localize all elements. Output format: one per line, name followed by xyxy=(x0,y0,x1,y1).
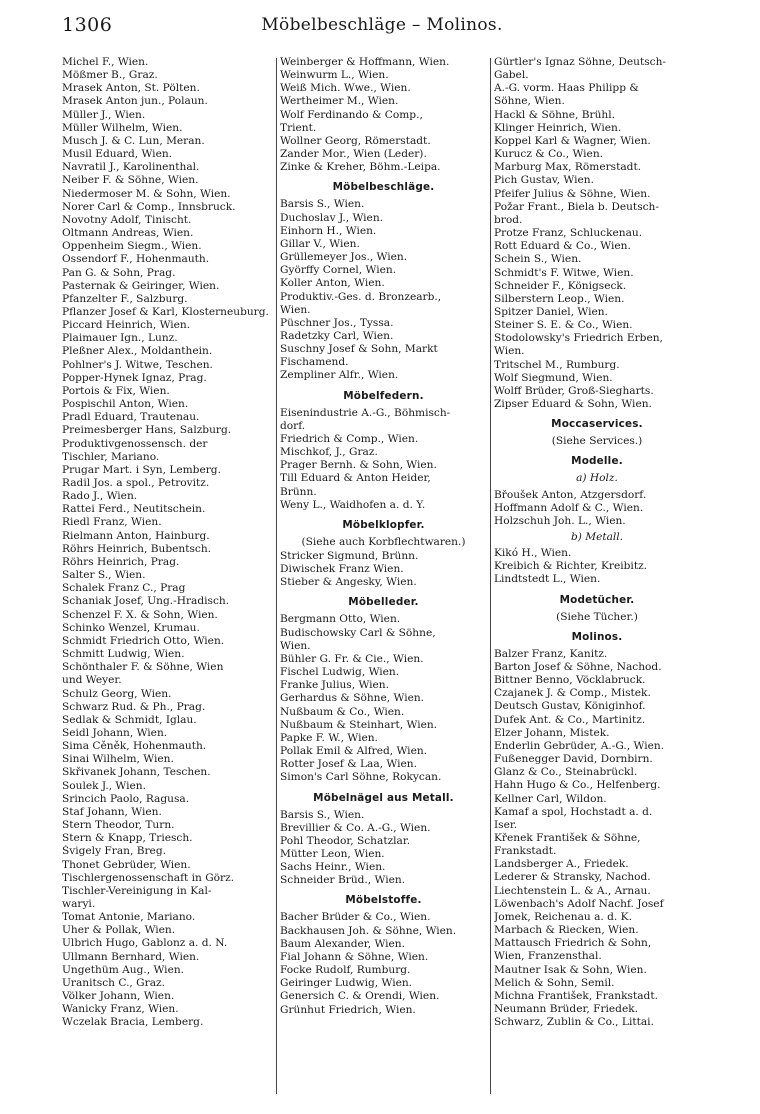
directory-entry: Schulz Georg, Wien. xyxy=(62,687,172,700)
section-heading: Möbelbeschläge. xyxy=(332,181,435,194)
directory-entry: Oppenheim Siegm., Wien. xyxy=(62,240,202,253)
directory-entry: Navratil J., Karolinenthal. xyxy=(62,161,200,174)
directory-entry: Stricker Sigmund, Brünn. xyxy=(280,550,419,562)
directory-entry: Wollner Georg, Römerstadt. xyxy=(280,134,431,147)
directory-entry: Musil Eduard, Wien. xyxy=(62,148,173,161)
directory-entry: Mischkof, J., Graz. xyxy=(280,446,378,459)
directory-entry: Tischler, Mariano. xyxy=(62,450,160,463)
directory-entry: Pollak Emil & Alfred, Wien. xyxy=(280,745,428,758)
directory-entry: Rado J., Wien. xyxy=(62,490,138,503)
directory-entry: Lederer & Stransky, Nachod. xyxy=(494,871,651,884)
directory-entry: Produktiv.-Ges. d. Bronzearb., xyxy=(280,290,442,303)
directory-entry: Lindtstedt L., Wien. xyxy=(494,573,601,586)
cross-reference-note: (Siehe Services.) xyxy=(551,435,643,448)
directory-entry: Pleßner Alex., Moldanthein. xyxy=(62,345,213,358)
directory-entry: Röhrs Heinrich, Prag. xyxy=(62,555,180,568)
directory-entry: Schmidt Friedrich Otto, Wien. xyxy=(62,634,225,647)
directory-entry: Friedrich & Comp., Wien. xyxy=(280,432,419,445)
directory-entry: Wolff Brüder, Groß-Siegharts. xyxy=(494,384,654,397)
section-heading: Moccaservices. xyxy=(551,418,643,431)
directory-entry: Pohlner's J. Witwe, Teschen. xyxy=(62,358,213,371)
directory-entry: Schönthaler F. & Söhne, Wien xyxy=(62,661,224,674)
directory-entry: Barton Josef & Söhne, Nachod. xyxy=(494,660,662,673)
directory-entry: Ulbrich Hugo, Gablonz a. d. N. xyxy=(62,937,228,950)
directory-entry: Radil Jos. a spol., Petrovitz. xyxy=(62,477,210,489)
directory-entry: Fischel Ludwig, Wien. xyxy=(280,666,400,679)
directory-entry: Koller Anton, Wien. xyxy=(280,277,385,290)
directory-entry: Spitzer Daniel, Wien. xyxy=(494,305,608,318)
directory-entry: Neiber F. & Söhne, Wien. xyxy=(62,174,199,187)
directory-entry: Wczelak Bracia, Lemberg. xyxy=(62,1016,204,1029)
directory-entry: Grüllemeyer Jos., Wien. xyxy=(280,251,408,264)
directory-entry: Mößmer B., Graz. xyxy=(62,69,158,82)
directory-entry: waryi. xyxy=(62,898,96,910)
directory-entry: Kikó H., Wien. xyxy=(494,547,572,560)
directory-entry: Stern & Knapp, Triesch. xyxy=(62,832,193,845)
section-heading: Modelle. xyxy=(571,455,623,468)
directory-entry: Riedl Franz, Wien. xyxy=(62,516,162,529)
directory-entry: Marburg Max, Römerstadt. xyxy=(494,161,642,174)
directory-entry: Barsis S., Wien. xyxy=(280,198,365,211)
directory-entry: Sima Cěněk, Hohenmauth. xyxy=(62,740,207,753)
directory-entry: Györffy Cornel, Wien. xyxy=(280,264,397,277)
directory-column-1 xyxy=(62,56,272,1030)
directory-entry: Pradl Eduard, Trautenau. xyxy=(62,411,200,424)
directory-entry: Mattausch Friedrich & Sohn, xyxy=(494,937,652,950)
directory-entry: Fischamend. xyxy=(280,356,349,369)
directory-entry: Srincich Paolo, Ragusa. xyxy=(62,792,190,805)
directory-entry: Enderlin Gebrüder, A.-G., Wien. xyxy=(494,739,665,752)
directory-entry: Brevillier & Co. A.-G., Wien. xyxy=(280,821,431,834)
directory-entry: Sinai Wilhelm, Wien. xyxy=(62,753,174,766)
directory-entry: Koppel Karl & Wagner, Wien. xyxy=(494,134,651,147)
directory-entry: Landsberger A., Friedek. xyxy=(494,858,629,871)
directory-entry: Müller Wilhelm, Wien. xyxy=(62,121,183,134)
cross-reference-note: (Siehe Tücher.) xyxy=(556,610,638,623)
directory-entry: Mrasek Anton jun., Polaun. xyxy=(62,95,208,108)
directory-entry: Schwarz Rud. & Ph., Prag. xyxy=(62,700,206,713)
directory-entry: Radetzky Carl, Wien. xyxy=(280,329,394,342)
directory-entry: Simon's Carl Söhne, Rokycan. xyxy=(280,771,442,784)
directory-entry: Liechtenstein L. & A., Arnau. xyxy=(494,884,651,897)
directory-entry: Elzer Johann, Mistek. xyxy=(494,726,610,739)
directory-entry: Schaniak Josef, Ung.-Hradisch. xyxy=(62,595,230,608)
directory-entry: Oltmann Andreas, Wien. xyxy=(62,227,194,240)
directory-entry: Klinger Heinrich, Wien. xyxy=(494,121,622,134)
directory-entry: Zipser Eduard & Sohn, Wien. xyxy=(494,398,652,411)
directory-entry: Weiß Mich. Wwe., Wien. xyxy=(280,82,411,95)
directory-entry: Thonet Gebrüder, Wien. xyxy=(62,858,191,871)
directory-entry: Wolf Ferdinando & Comp., xyxy=(280,108,423,121)
section-heading: Möbelklopfer. xyxy=(342,518,425,531)
directory-entry: Fial Johann & Söhne, Wien. xyxy=(280,950,429,963)
directory-entry: Plaimauer Ign., Lunz. xyxy=(62,332,178,345)
cross-reference-note: (Siehe auch Korbflechtwaren.) xyxy=(301,535,466,548)
directory-entry: Gillar V., Wien. xyxy=(280,237,360,250)
directory-entry: Pan G. & Sohn, Prag. xyxy=(62,266,176,279)
directory-entry: dorf. xyxy=(280,419,306,432)
directory-entry: Duchoslav J., Wien. xyxy=(280,211,384,224)
directory-entry: Tritschel M., Rumburg. xyxy=(494,358,620,371)
directory-entry: Nußbaum & Steinhart, Wien. xyxy=(280,718,438,731)
directory-entry: Skřivanek Johann, Teschen. xyxy=(62,766,211,779)
page-header xyxy=(62,14,702,42)
directory-entry: Schein S., Wien. xyxy=(494,253,582,266)
directory-entry: Papke F. W., Wien. xyxy=(280,731,378,744)
directory-entry: Ossendorf F., Hohenmauth. xyxy=(62,253,210,266)
directory-entry: Prager Bernh. & Sohn, Wien. xyxy=(280,459,437,472)
column-rule xyxy=(490,58,491,1094)
directory-entry: Gürtler's Ignaz Söhne, Deutsch- xyxy=(494,56,666,68)
directory-entry: Pich Gustav, Wien. xyxy=(494,174,594,187)
directory-entry: Söhne, Wien. xyxy=(494,95,565,108)
directory-entry: Wanicky Franz, Wien. xyxy=(62,1003,179,1016)
directory-entry: Hackl & Söhne, Brühl. xyxy=(494,108,615,121)
directory-entry: Bittner Benno, Vöcklabruck. xyxy=(494,674,646,687)
directory-entry: Diwischek Franz Wien. xyxy=(280,563,404,576)
directory-entry: Tischlergenossenschaft in Görz. xyxy=(62,871,235,884)
directory-entry: Nußbaum & Co., Wien. xyxy=(280,705,405,718)
directory-entry: Schwarz, Zublin & Co., Littai. xyxy=(494,1016,654,1029)
directory-entry: Eisenindustrie A.-G., Böhmisch- xyxy=(280,406,451,419)
subsection-heading: b) Metall. xyxy=(570,531,624,543)
directory-entry: Norer Carl & Comp., Innsbruck. xyxy=(62,200,236,213)
directory-entry: Schinko Wenzel, Krumau. xyxy=(62,621,200,634)
directory-entry: Rattei Ferd., Neutitschein. xyxy=(62,503,206,516)
directory-entry: Weinwurm L., Wien. xyxy=(280,69,389,82)
section-heading: Möbelfedern. xyxy=(343,389,424,402)
directory-entry: Zander Mor., Wien (Leder). xyxy=(280,148,427,161)
directory-entry: Marbach & Riecken, Wien. xyxy=(494,924,639,937)
directory-entry: Kellner Carl, Wildon. xyxy=(494,792,607,805)
directory-entry: Pfanzelter F., Salzburg. xyxy=(62,292,188,305)
directory-entry: Niedermoser M. & Sohn, Wien. xyxy=(62,187,231,200)
section-heading: Molinos. xyxy=(571,630,623,643)
directory-entry: Seidl Johann, Wien. xyxy=(62,726,168,739)
directory-entry: Novotny Adolf, Tinischt. xyxy=(62,213,192,226)
directory-entry: Gabel. xyxy=(494,69,529,82)
directory-entry: Popper-Hynek Ignaz, Prag. xyxy=(62,371,207,384)
directory-entry: Bacher Brüder & Co., Wien. xyxy=(280,911,431,924)
directory-entry: Pflanzer Josef & Karl, Klosterneuburg. xyxy=(62,305,269,318)
directory-entry: Schenzel F. X. & Sohn, Wien. xyxy=(62,608,218,621)
directory-entry: und Weyer. xyxy=(62,674,122,687)
running-head: Möbelbeschläge – Molinos. xyxy=(261,15,503,35)
directory-entry: Zempliner Alfr., Wien. xyxy=(280,369,399,382)
directory-entry: Fußenegger David, Dornbirn. xyxy=(494,753,653,766)
directory-entry: Wien, Franzensthal. xyxy=(494,950,602,963)
directory-entry: Rotter Josef & Laa, Wien. xyxy=(280,758,417,771)
directory-entry: Pospischil Anton, Wien. xyxy=(62,398,189,411)
directory-entry: Pasternak & Geiringer, Wien. xyxy=(62,279,220,292)
directory-entry: Backhausen Joh. & Söhne, Wien. xyxy=(280,924,457,937)
directory-entry: Röhrs Heinrich, Bubentsch. xyxy=(62,542,212,555)
directory-entry: Hahn Hugo & Co., Helfenberg. xyxy=(494,779,661,792)
directory-entry: Preimesberger Hans, Salzburg. xyxy=(62,424,232,437)
directory-entry: Budischowsky Carl & Söhne, xyxy=(280,626,436,639)
directory-entry: Mautner Isak & Sohn, Wien. xyxy=(494,963,647,976)
directory-column-2 xyxy=(280,56,487,1017)
directory-entry: Mrasek Anton, St. Pölten. xyxy=(62,82,200,95)
directory-entry: Weinberger & Hoffmann, Wien. xyxy=(280,56,450,68)
directory-entry: Genersich C. & Orendi, Wien. xyxy=(280,990,440,1003)
directory-entry: Portois & Fix, Wien. xyxy=(62,384,170,397)
directory-entry: Grünhut Friedrich, Wien. xyxy=(280,1003,416,1016)
section-heading: Möbelnägel aus Metall. xyxy=(313,791,454,804)
directory-entry: Produktivgenossensch. der xyxy=(62,437,208,450)
directory-entry: Schneider F., Königseck. xyxy=(494,279,627,292)
directory-entry: Jomek, Reichenau a. d. K. xyxy=(494,910,632,923)
directory-entry: Frankstadt. xyxy=(494,845,557,858)
directory-entry: Pohl Theodor, Schatzlar. xyxy=(280,834,411,847)
directory-entry: Tomat Antonie, Mariano. xyxy=(62,911,196,924)
directory-entry: Ungethüm Aug., Wien. xyxy=(62,963,185,976)
directory-entry: brod. xyxy=(494,213,523,226)
directory-entry: Völker Johann, Wien. xyxy=(62,990,175,1003)
directory-entry: Michna František, Frankstadt. xyxy=(494,989,658,1002)
directory-entry: Sachs Heinr., Wien. xyxy=(280,861,386,874)
directory-entry: Wien. xyxy=(280,639,311,652)
subsection-heading: a) Holz. xyxy=(576,472,618,485)
directory-entry: Iser. xyxy=(494,818,518,831)
directory-entry: Wien. xyxy=(280,303,311,316)
section-heading: Modetücher. xyxy=(559,593,635,606)
directory-entry: Zinke & Kreher, Böhm.-Leipa. xyxy=(280,161,441,174)
directory-column-3 xyxy=(494,56,700,1029)
directory-entry: Švigely Fran, Breg. xyxy=(62,845,166,858)
directory-entry: Mütter Leon, Wien. xyxy=(280,847,385,860)
directory-entry: Prugar Mart. i Syn, Lemberg. xyxy=(62,463,221,476)
directory-entry: Kamaf a spol, Hochstadt a. d. xyxy=(494,805,653,818)
directory-entry: Püschner Jos., Tyssa. xyxy=(280,316,394,329)
directory-entry: Czajanek J. & Comp., Mistek. xyxy=(494,687,651,700)
directory-entry: Weny L., Waidhofen a. d. Y. xyxy=(280,498,426,511)
directory-entry: Franke Julius, Wien. xyxy=(280,679,389,692)
directory-entry: Ullmann Bernhard, Wien. xyxy=(62,950,200,963)
directory-entry: Bergmann Otto, Wien. xyxy=(280,613,401,626)
directory-entry: Protze Franz, Schluckenau. xyxy=(494,227,643,240)
directory-entry: Suschny Josef & Sohn, Markt xyxy=(280,343,438,356)
directory-entry: Baum Alexander, Wien. xyxy=(280,937,405,950)
directory-entry: Stern Theodor, Turn. xyxy=(62,819,175,832)
directory-entry: Kreibich & Richter, Kreibitz. xyxy=(494,560,648,573)
directory-entry: Wolf Siegmund, Wien. xyxy=(494,371,613,384)
directory-entry: Brünn. xyxy=(280,485,317,498)
directory-entry: Till Eduard & Anton Heider, xyxy=(280,472,431,485)
directory-entry: Balzer Franz, Kanitz. xyxy=(494,647,608,660)
directory-entry: A.-G. vorm. Haas Philipp & xyxy=(494,82,639,95)
directory-entry: Salter S., Wien. xyxy=(62,569,146,582)
directory-entry: Hoffmann Adolf & C., Wien. xyxy=(494,501,644,514)
directory-entry: Barsis S., Wien. xyxy=(280,808,365,821)
directory-entry: Břoušek Anton, Atzgersdorf. xyxy=(494,488,647,501)
directory-entry: Rielmann Anton, Hainburg. xyxy=(62,529,210,542)
directory-entry: Steiner S. E. & Co., Wien. xyxy=(494,319,633,332)
directory-entry: Glanz & Co., Steinabrückl. xyxy=(494,766,638,779)
directory-entry: Wien. xyxy=(494,345,525,358)
directory-entry: Bühler G. Fr. & Cie., Wien. xyxy=(280,652,424,665)
directory-entry: Neumann Brüder, Friedek. xyxy=(494,1003,639,1015)
directory-entry: Staf Johann, Wien. xyxy=(62,805,162,818)
directory-entry: Sedlak & Schmidt, Iglau. xyxy=(62,713,197,726)
directory-entry: Geiringer Ludwig, Wien. xyxy=(280,977,413,990)
directory-entry: Piccard Heinrich, Wien. xyxy=(62,319,191,332)
section-heading: Möbelleder. xyxy=(348,596,419,609)
directory-entry: Schmitt Ludwig, Wien. xyxy=(62,648,185,661)
directory-entry: Müller J., Wien. xyxy=(62,108,146,121)
directory-entry: Holzschuh Joh. L., Wien. xyxy=(494,514,626,527)
page-number: 1306 xyxy=(62,14,113,36)
directory-entry: Uher & Pollak, Wien. xyxy=(62,924,176,937)
directory-entry: Rott Eduard & Co., Wien. xyxy=(494,240,631,253)
directory-entry: Stieber & Angesky, Wien. xyxy=(280,576,417,589)
directory-entry: Melich & Sohn, Semil. xyxy=(494,976,615,989)
directory-entry: Schneider Brüd., Wien. xyxy=(280,874,406,887)
directory-entry: Schmidt's F. Witwe, Wien. xyxy=(494,266,634,279)
directory-entry: Michel F., Wien. xyxy=(62,56,149,68)
directory-entry: Pfeifer Julius & Söhne, Wien. xyxy=(494,187,651,200)
directory-entry: Einhorn H., Wien. xyxy=(280,224,377,237)
directory-entry: Soulek J., Wien. xyxy=(62,779,146,792)
directory-entry: Gerhardus & Söhne, Wien. xyxy=(280,692,425,705)
directory-entry: Tischler-Vereinigung in Kal- xyxy=(62,884,212,897)
directory-entry: Uranitsch C., Graz. xyxy=(62,976,165,989)
column-rule xyxy=(276,58,277,1094)
directory-entry: Musch J. & C. Lun, Meran. xyxy=(62,134,205,147)
directory-entry: Löwenbach's Adolf Nachf. Josef xyxy=(494,897,664,910)
directory-entry: Kurucz & Co., Wien. xyxy=(494,148,604,161)
directory-entry: Stodolowsky's Friedrich Erben, xyxy=(494,332,663,345)
directory-entry: Požar Frant., Biela b. Deutsch- xyxy=(494,200,659,213)
directory-entry: Dufek Ant. & Co., Martinitz. xyxy=(494,713,646,726)
directory-entry: Křenek František & Söhne, xyxy=(494,831,641,844)
directory-entry: Deutsch Gustav, Königinhof. xyxy=(494,700,646,713)
directory-entry: Trient. xyxy=(280,121,317,134)
directory-entry: Wertheimer M., Wien. xyxy=(280,95,399,108)
section-heading: Möbelstoffe. xyxy=(345,894,422,907)
directory-entry: Focke Rudolf, Rumburg. xyxy=(280,964,411,977)
directory-entry: Silberstern Leop., Wien. xyxy=(494,292,625,305)
directory-entry: Schalek Franz C., Prag xyxy=(62,582,186,595)
